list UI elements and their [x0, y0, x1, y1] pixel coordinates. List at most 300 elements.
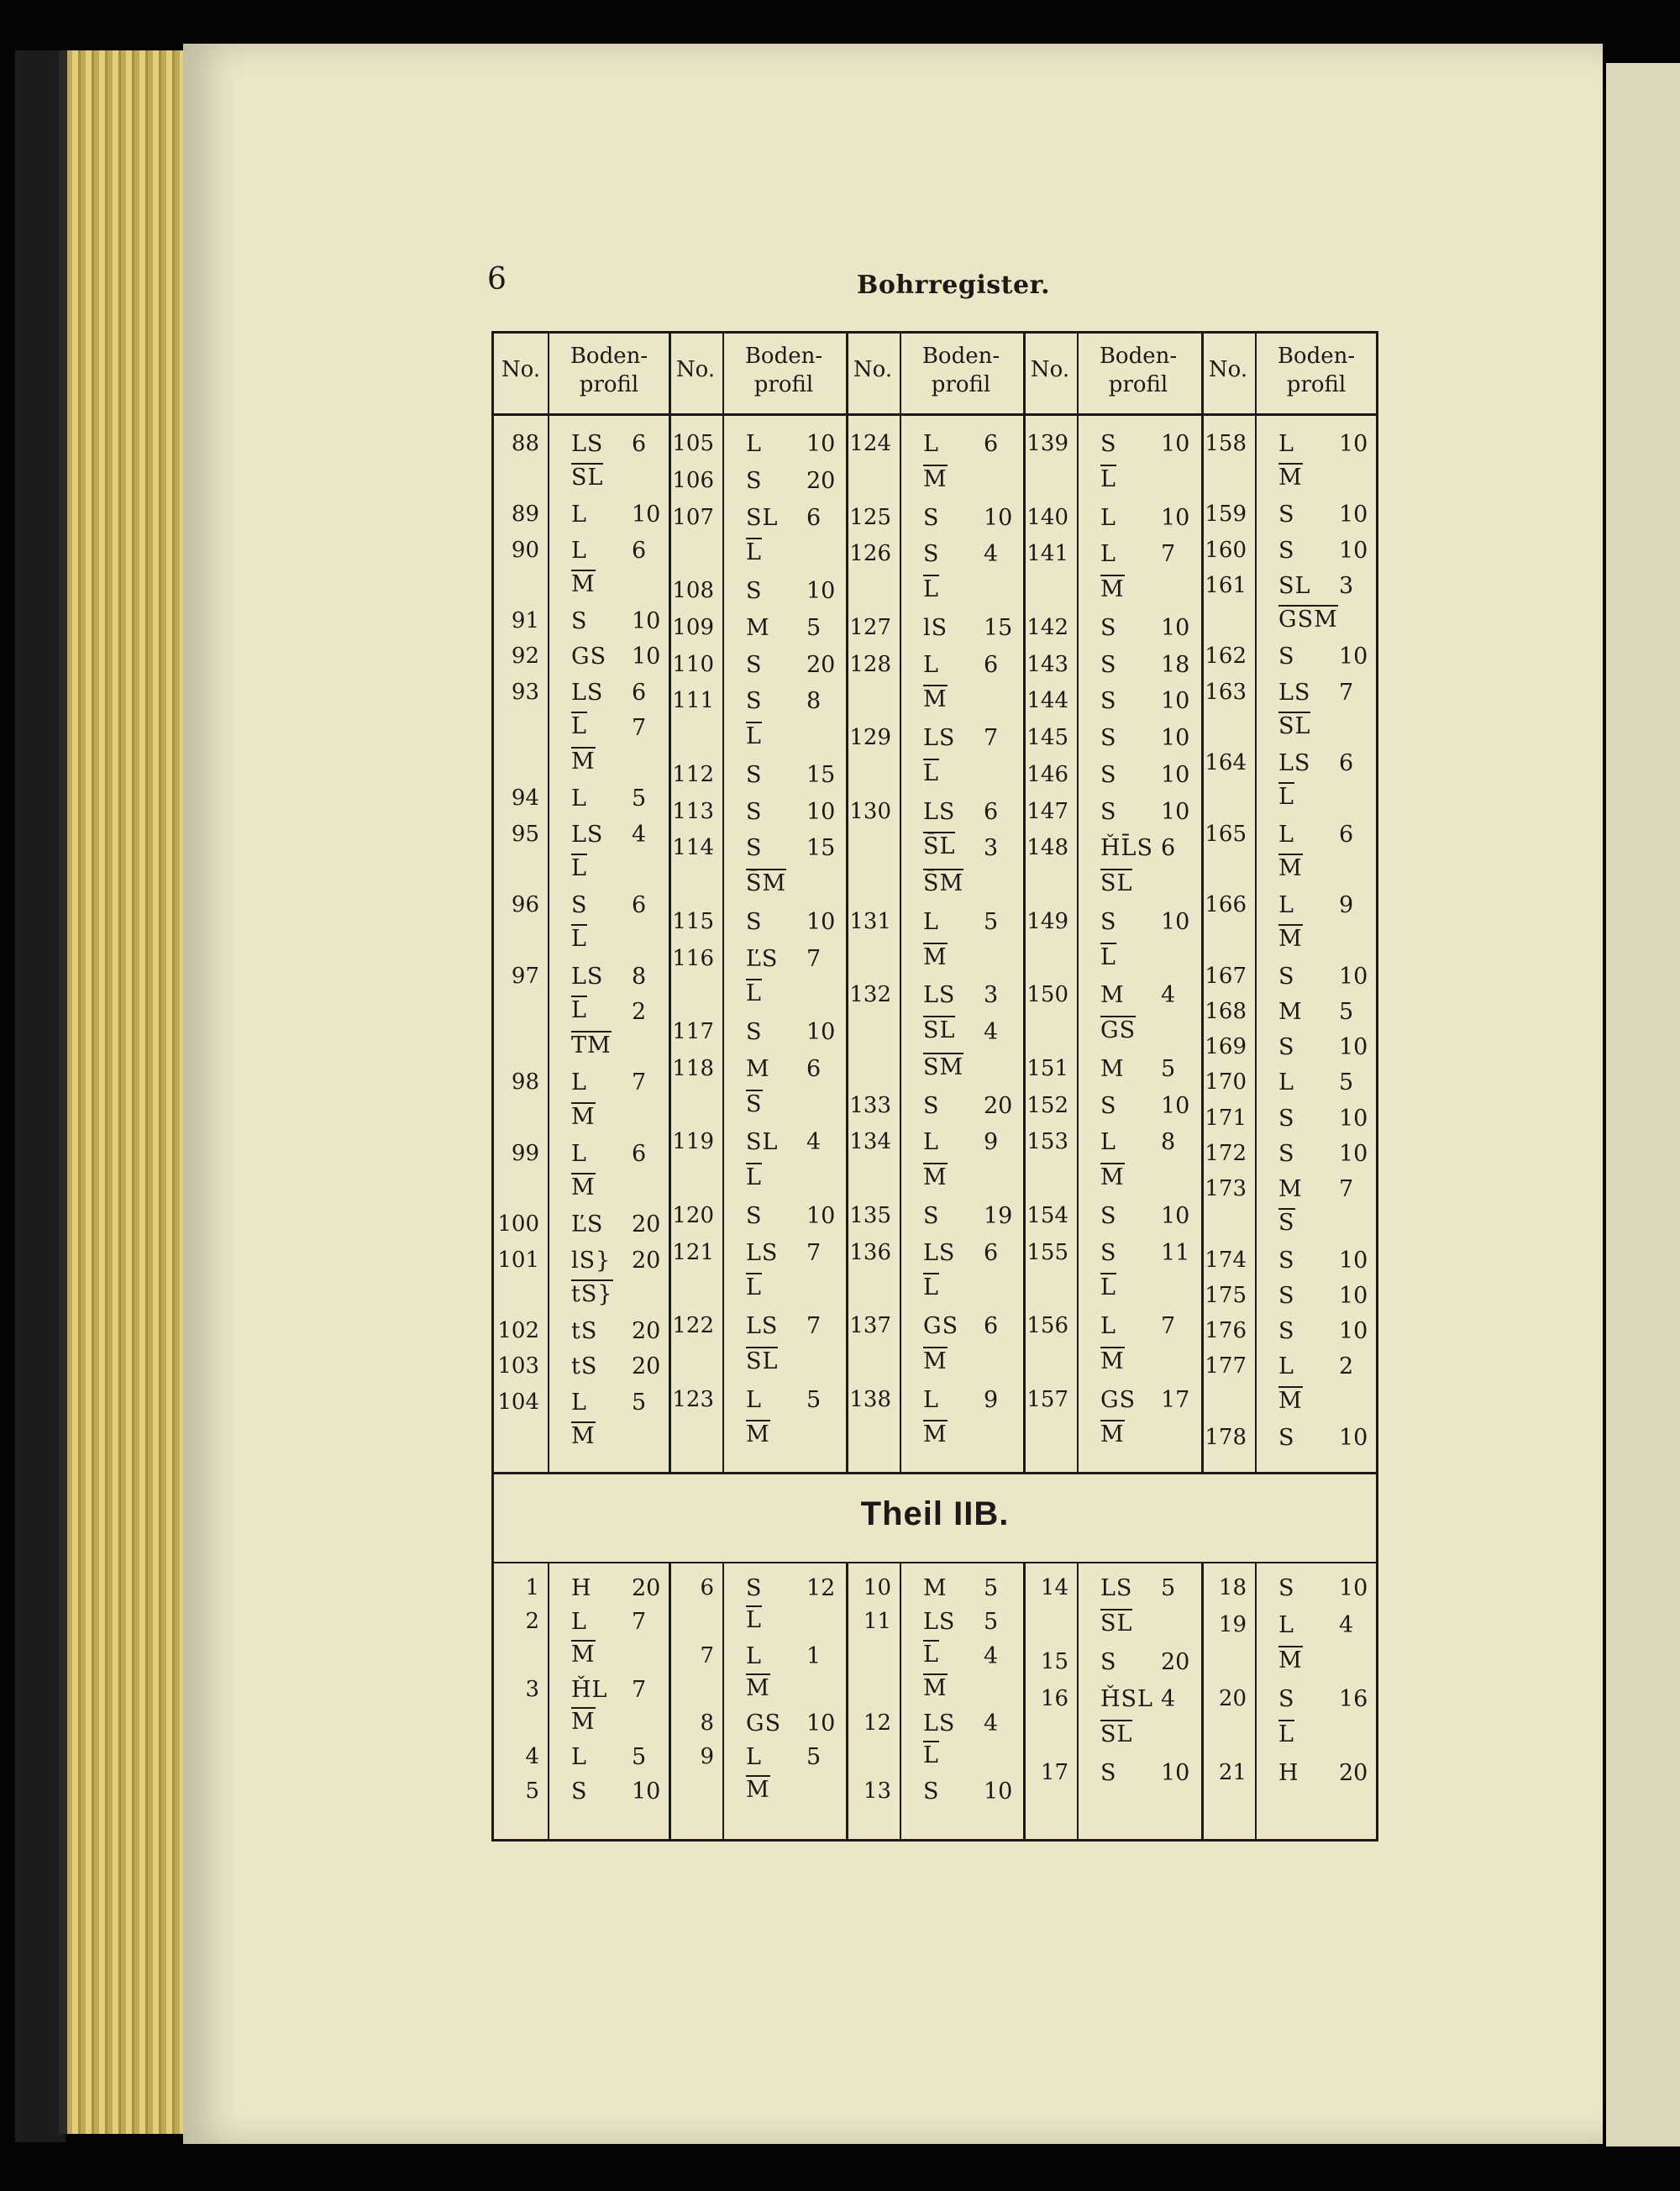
layer-thickness: 6 — [806, 504, 822, 531]
layer-thickness: 10 — [1339, 1575, 1368, 1601]
layer-thickness: 6 — [984, 1313, 999, 1339]
layer-thickness: 10 — [1161, 908, 1190, 935]
row-number: 103 — [497, 1353, 539, 1379]
layer-thickness: 4 — [984, 1710, 999, 1737]
layer-thickness: 7 — [1339, 679, 1354, 706]
layer-thickness: 4 — [1339, 1612, 1354, 1638]
layer-thickness: 20 — [806, 467, 836, 494]
soil-profile: S — [1100, 1092, 1117, 1119]
soil-profile: M — [571, 1422, 596, 1449]
layer-thickness: 4 — [1161, 1686, 1176, 1712]
row-number: 162 — [1205, 644, 1247, 670]
layer-thickness: 20 — [632, 1211, 661, 1238]
soil-profile: L — [1278, 784, 1294, 811]
soil-profile: M — [923, 1575, 948, 1601]
no-column-divider — [548, 1562, 549, 1842]
soil-profile: S — [746, 761, 763, 788]
layer-thickness: 5 — [1161, 1055, 1176, 1082]
layer-thickness: 7 — [984, 725, 999, 751]
soil-profile: lS} — [571, 1247, 612, 1274]
row-number: 17 — [1040, 1760, 1068, 1785]
soil-profile: SL — [923, 1017, 956, 1043]
row-number: 110 — [672, 651, 714, 677]
row-number: 178 — [1205, 1424, 1247, 1450]
soil-profile: tS — [571, 1318, 598, 1345]
soil-profile: L — [1278, 1612, 1294, 1638]
soil-profile: SL — [746, 504, 779, 531]
no-column-divider — [900, 334, 901, 1474]
soil-profile: S — [923, 504, 940, 531]
layer-thickness: 10 — [632, 1778, 661, 1805]
row-number: 90 — [511, 537, 539, 563]
group-divider — [669, 1562, 671, 1842]
layer-thickness: 9 — [984, 1129, 999, 1156]
row-number: 116 — [672, 945, 714, 971]
soil-profile: GS — [746, 1710, 782, 1737]
layer-thickness: 10 — [632, 608, 661, 635]
soil-profile: S — [1100, 651, 1117, 678]
soil-profile: SM — [923, 1053, 964, 1080]
soil-profile: LS — [1278, 679, 1311, 706]
soil-profile: L — [1278, 431, 1294, 457]
layer-thickness: 4 — [984, 1642, 999, 1669]
soil-profile: S — [1278, 644, 1295, 670]
layer-thickness: 10 — [806, 431, 836, 457]
layer-thickness: 5 — [984, 1575, 999, 1601]
soil-profile: lS — [923, 614, 948, 641]
row-number: 5 — [525, 1778, 539, 1804]
soil-profile: S — [1278, 1247, 1295, 1274]
layer-thickness: 10 — [1339, 1105, 1368, 1132]
soil-profile: L — [746, 723, 762, 749]
part-rule-top — [494, 1472, 1376, 1474]
soil-profile: S — [746, 578, 763, 604]
row-number: 142 — [1026, 614, 1068, 640]
layer-thickness: 7 — [632, 714, 647, 741]
row-number: 7 — [700, 1642, 714, 1668]
layer-thickness: 10 — [1161, 798, 1190, 825]
row-number: 112 — [672, 761, 714, 787]
row-number: 156 — [1026, 1313, 1068, 1338]
soil-profile: M — [746, 1776, 770, 1803]
layer-thickness: 10 — [1339, 963, 1368, 990]
row-number: 159 — [1205, 502, 1247, 528]
soil-profile: L — [571, 712, 587, 739]
layer-thickness: 15 — [806, 761, 836, 788]
row-number: 167 — [1205, 963, 1247, 989]
row-number: 131 — [849, 908, 891, 934]
soil-profile: M — [1100, 982, 1125, 1009]
layer-thickness: 10 — [632, 502, 661, 528]
layer-thickness: 20 — [806, 651, 836, 678]
header-profile: Boden- profil — [744, 344, 823, 397]
row-number: 91 — [511, 608, 539, 634]
row-number: 19 — [1218, 1612, 1247, 1637]
soil-profile: M — [1278, 1387, 1303, 1414]
soil-profile: L — [1278, 821, 1294, 848]
soil-profile: S — [1100, 761, 1117, 788]
row-number: 122 — [672, 1313, 714, 1338]
row-number: 108 — [672, 578, 714, 603]
layer-thickness: 7 — [632, 1609, 647, 1636]
soil-profile: L — [571, 1389, 587, 1416]
soil-profile: M — [1100, 576, 1125, 602]
page-edges — [59, 50, 202, 2134]
layer-thickness: 4 — [984, 541, 999, 568]
soil-profile: L — [923, 759, 939, 786]
soil-profile: S — [1100, 1649, 1117, 1675]
soil-profile: M — [746, 1421, 770, 1448]
soil-profile: SL — [1100, 870, 1133, 896]
soil-profile: S — [1278, 1034, 1295, 1061]
layer-thickness: 4 — [632, 821, 647, 848]
row-number: 160 — [1205, 537, 1247, 563]
row-number: 6 — [700, 1575, 714, 1600]
soil-profile: S — [1278, 1210, 1295, 1237]
soil-profile: L — [746, 1164, 762, 1190]
layer-thickness: 10 — [806, 1710, 836, 1737]
row-number: 8 — [700, 1710, 714, 1737]
no-column-divider — [1077, 1562, 1079, 1842]
layer-thickness: 6 — [1339, 821, 1354, 848]
soil-profile: L — [571, 537, 587, 564]
layer-thickness: 10 — [1161, 1202, 1190, 1229]
soil-profile: M — [1278, 998, 1303, 1025]
layer-thickness: 4 — [984, 1019, 999, 1045]
layer-thickness: 7 — [1339, 1176, 1354, 1203]
layer-thickness: 3 — [984, 835, 999, 862]
layer-thickness: 8 — [632, 963, 647, 990]
soil-profile: S — [746, 651, 763, 678]
soil-profile: M — [1100, 1348, 1125, 1374]
layer-thickness: 5 — [984, 1609, 999, 1636]
row-number: 98 — [511, 1069, 539, 1096]
soil-profile: L — [1100, 1313, 1116, 1339]
row-number: 149 — [1026, 908, 1068, 934]
layer-thickness: 10 — [1339, 502, 1368, 528]
row-number: 94 — [511, 786, 539, 812]
soil-profile: M — [923, 943, 948, 970]
row-number: 20 — [1218, 1686, 1247, 1711]
soil-profile: S — [1100, 1760, 1117, 1786]
soil-profile: SL — [746, 1348, 779, 1374]
soil-profile: GS — [923, 1313, 959, 1339]
row-number: 124 — [849, 431, 891, 456]
row-number: 11 — [863, 1609, 891, 1635]
header-profile: Boden- profil — [1277, 344, 1356, 397]
layer-thickness: 6 — [632, 537, 647, 564]
layer-thickness: 20 — [1339, 1760, 1368, 1786]
soil-profile: LS — [923, 798, 956, 825]
facing-page-edge — [1606, 63, 1680, 2146]
soil-profile: S — [1278, 1318, 1295, 1345]
row-number: 12 — [863, 1710, 891, 1737]
soil-profile: S — [1100, 725, 1117, 751]
soil-profile: M — [571, 1641, 596, 1668]
soil-profile: ȞL̄S — [1100, 835, 1153, 862]
layer-thickness: 20 — [632, 1318, 661, 1345]
soil-profile: L — [923, 576, 939, 602]
row-number: 172 — [1205, 1140, 1247, 1166]
soil-profile: S — [1100, 1239, 1117, 1266]
layer-thickness: 6 — [632, 1140, 647, 1167]
soil-profile: S — [1100, 908, 1117, 935]
soil-profile: M — [1278, 854, 1303, 881]
soil-profile: M — [1100, 1055, 1125, 1082]
row-number: 146 — [1026, 761, 1068, 787]
row-number: 15 — [1040, 1649, 1068, 1674]
soil-profile: GS — [571, 644, 607, 670]
header-no: No. — [853, 357, 893, 382]
layer-thickness: 6 — [1161, 835, 1176, 862]
soil-profile: M — [923, 1164, 948, 1190]
layer-thickness: 20 — [632, 1247, 661, 1274]
soil-profile: S — [1278, 1105, 1295, 1132]
layer-thickness: 10 — [1161, 688, 1190, 715]
page-number: 6 — [487, 262, 507, 297]
row-number: 13 — [863, 1778, 891, 1804]
row-number: 155 — [1026, 1239, 1068, 1265]
soil-profile: S — [571, 608, 588, 635]
soil-profile: L — [746, 539, 762, 566]
soil-profile: S — [1278, 963, 1295, 990]
soil-profile: ĽS — [746, 945, 779, 972]
row-number: 130 — [849, 798, 891, 824]
soil-profile: M — [923, 1674, 948, 1701]
soil-profile: M — [1100, 1164, 1125, 1190]
row-number: 120 — [672, 1202, 714, 1228]
layer-thickness: 5 — [1339, 1069, 1354, 1096]
row-number: 118 — [672, 1055, 714, 1081]
soil-profile: LS — [571, 679, 604, 706]
row-number: 16 — [1040, 1686, 1068, 1711]
layer-thickness: 15 — [984, 614, 1013, 641]
soil-profile: SL — [1100, 1610, 1133, 1637]
soil-profile: S — [1100, 431, 1117, 457]
row-number: 14 — [1040, 1575, 1068, 1600]
layer-thickness: 15 — [806, 835, 836, 862]
row-number: 115 — [672, 908, 714, 934]
soil-profile: S — [1278, 537, 1295, 564]
layer-thickness: 20 — [632, 1575, 661, 1601]
layer-thickness: 5 — [984, 908, 999, 935]
soil-profile: S — [1100, 688, 1117, 715]
soil-profile: M — [1100, 1421, 1125, 1448]
layer-thickness: 4 — [806, 1129, 822, 1156]
layer-thickness: 7 — [1161, 541, 1176, 568]
soil-profile: M — [923, 1348, 948, 1374]
layer-thickness: 10 — [984, 504, 1013, 531]
no-column-divider — [722, 1562, 724, 1842]
soil-profile: GS — [1100, 1017, 1137, 1043]
row-number: 169 — [1205, 1034, 1247, 1060]
row-number: 129 — [849, 725, 891, 750]
row-number: 173 — [1205, 1176, 1247, 1202]
part-title: Theil IIB. — [860, 1495, 1010, 1532]
layer-thickness: 7 — [1161, 1313, 1176, 1339]
soil-profile: S — [746, 688, 763, 715]
soil-profile: H — [571, 1575, 592, 1601]
row-number: 137 — [849, 1313, 891, 1338]
row-number: 139 — [1026, 431, 1068, 456]
row-number: 1 — [525, 1575, 539, 1600]
header-profile: Boden- profil — [1099, 344, 1178, 397]
soil-profile: SL — [1278, 712, 1311, 739]
row-number: 165 — [1205, 821, 1247, 847]
soil-profile: S — [1278, 1140, 1295, 1167]
header-no: No. — [675, 357, 716, 382]
row-number: 95 — [511, 821, 539, 847]
layer-thickness: 3 — [984, 982, 999, 1009]
soil-profile: S — [923, 541, 940, 568]
row-number: 138 — [849, 1386, 891, 1412]
soil-profile: M — [923, 686, 948, 713]
layer-thickness: 10 — [806, 798, 836, 825]
row-number: 109 — [672, 614, 714, 640]
row-number: 176 — [1205, 1318, 1247, 1344]
soil-profile: L — [1100, 504, 1116, 531]
row-number: 97 — [511, 963, 539, 989]
layer-thickness: 3 — [1339, 572, 1354, 599]
layer-thickness: 7 — [806, 945, 822, 972]
layer-thickness: 9 — [984, 1386, 999, 1413]
layer-thickness: 10 — [1161, 1760, 1190, 1786]
soil-profile: M — [1278, 465, 1303, 491]
soil-profile: ĽS — [571, 1211, 604, 1238]
row-number: 128 — [849, 651, 891, 677]
layer-thickness: 10 — [632, 644, 661, 670]
layer-thickness: 10 — [1339, 1318, 1368, 1345]
row-number: 10 — [863, 1575, 891, 1600]
row-number: 117 — [672, 1019, 714, 1044]
row-number: 123 — [672, 1386, 714, 1412]
layer-thickness: 6 — [632, 892, 647, 919]
soil-profile: L — [1278, 1353, 1294, 1380]
row-number: 93 — [511, 679, 539, 705]
row-number: 113 — [672, 798, 714, 824]
layer-thickness: 20 — [984, 1092, 1013, 1119]
header-no: No. — [1208, 357, 1248, 382]
boring-register-table — [491, 331, 1378, 1842]
row-number: 161 — [1205, 572, 1247, 598]
layer-thickness: 20 — [632, 1353, 661, 1380]
soil-profile: L — [1100, 1129, 1116, 1156]
soil-profile: M — [746, 1055, 770, 1082]
soil-profile: L — [923, 1386, 939, 1413]
row-number: 121 — [672, 1239, 714, 1265]
row-number: 168 — [1205, 998, 1247, 1024]
soil-profile: GS — [1100, 1386, 1137, 1413]
book-cover — [15, 50, 66, 2142]
soil-profile: S — [1278, 1686, 1295, 1712]
row-number: 92 — [511, 644, 539, 670]
soil-profile: SL — [571, 465, 604, 491]
soil-profile: L — [923, 908, 939, 935]
row-number: 89 — [511, 502, 539, 528]
layer-thickness: 5 — [632, 1389, 647, 1416]
layer-thickness: 6 — [632, 679, 647, 706]
layer-thickness: 5 — [1161, 1575, 1176, 1601]
soil-profile: S — [923, 1778, 940, 1805]
soil-profile: S — [746, 908, 763, 935]
row-number: 163 — [1205, 679, 1247, 705]
row-number: 100 — [497, 1211, 539, 1237]
layer-thickness: 2 — [632, 998, 647, 1025]
soil-profile: L — [571, 1140, 587, 1167]
layer-thickness: 10 — [1339, 644, 1368, 670]
row-number: 133 — [849, 1092, 891, 1118]
soil-profile: M — [571, 749, 596, 775]
soil-profile: M — [923, 1421, 948, 1448]
row-number: 119 — [672, 1129, 714, 1155]
soil-profile: L — [923, 431, 939, 457]
soil-profile: S — [571, 1778, 588, 1805]
row-number: 145 — [1026, 725, 1068, 750]
layer-thickness: 10 — [1339, 1034, 1368, 1061]
layer-thickness: 9 — [1339, 892, 1354, 919]
soil-profile: L — [1278, 1069, 1294, 1096]
soil-profile: L — [571, 502, 587, 528]
layer-thickness: 6 — [1339, 750, 1354, 777]
soil-profile: S — [571, 892, 588, 919]
layer-thickness: 8 — [1161, 1129, 1176, 1156]
soil-profile: S — [746, 467, 763, 494]
soil-profile: H — [1278, 1760, 1299, 1786]
row-number: 171 — [1205, 1105, 1247, 1131]
row-number: 143 — [1026, 651, 1068, 677]
layer-thickness: 10 — [1161, 431, 1190, 457]
no-column-divider — [1077, 334, 1079, 1474]
soil-profile: ȞL — [571, 1676, 608, 1703]
soil-profile: LS — [571, 431, 604, 457]
row-number: 111 — [672, 688, 714, 714]
soil-profile: LS — [923, 1609, 956, 1636]
row-number: 147 — [1026, 798, 1068, 824]
soil-profile: L — [571, 1609, 587, 1636]
soil-profile: M — [1278, 1647, 1303, 1673]
no-column-divider — [1255, 1562, 1257, 1842]
layer-thickness: 17 — [1161, 1386, 1190, 1413]
row-number: 18 — [1218, 1575, 1247, 1600]
soil-profile: S̄L — [923, 833, 956, 860]
row-number: 4 — [525, 1744, 539, 1770]
soil-profile: S — [1278, 1282, 1295, 1309]
layer-thickness: 7 — [806, 1313, 822, 1339]
row-number: 9 — [700, 1744, 714, 1770]
soil-profile: L — [571, 1744, 587, 1771]
soil-profile: LS — [746, 1313, 779, 1339]
soil-profile: S̄M — [746, 870, 787, 896]
soil-profile: L — [746, 1607, 762, 1634]
row-number: 141 — [1026, 541, 1068, 567]
layer-thickness: 10 — [1339, 1424, 1368, 1451]
soil-profile: S — [1100, 798, 1117, 825]
soil-profile: S — [923, 1092, 940, 1119]
soil-profile: LS — [571, 821, 604, 848]
layer-thickness: 11 — [1161, 1239, 1190, 1266]
soil-profile: L — [1100, 465, 1116, 492]
soil-profile: tS} — [571, 1280, 613, 1307]
layer-thickness: 10 — [1161, 614, 1190, 641]
row-number: 158 — [1205, 431, 1247, 456]
layer-thickness: 10 — [806, 578, 836, 604]
row-number: 104 — [497, 1389, 539, 1415]
row-number: 154 — [1026, 1202, 1068, 1228]
soil-profile: L — [1278, 892, 1294, 919]
soil-profile: L — [571, 854, 587, 881]
soil-profile: L — [1100, 1274, 1116, 1301]
soil-profile: S̄M — [923, 870, 964, 896]
